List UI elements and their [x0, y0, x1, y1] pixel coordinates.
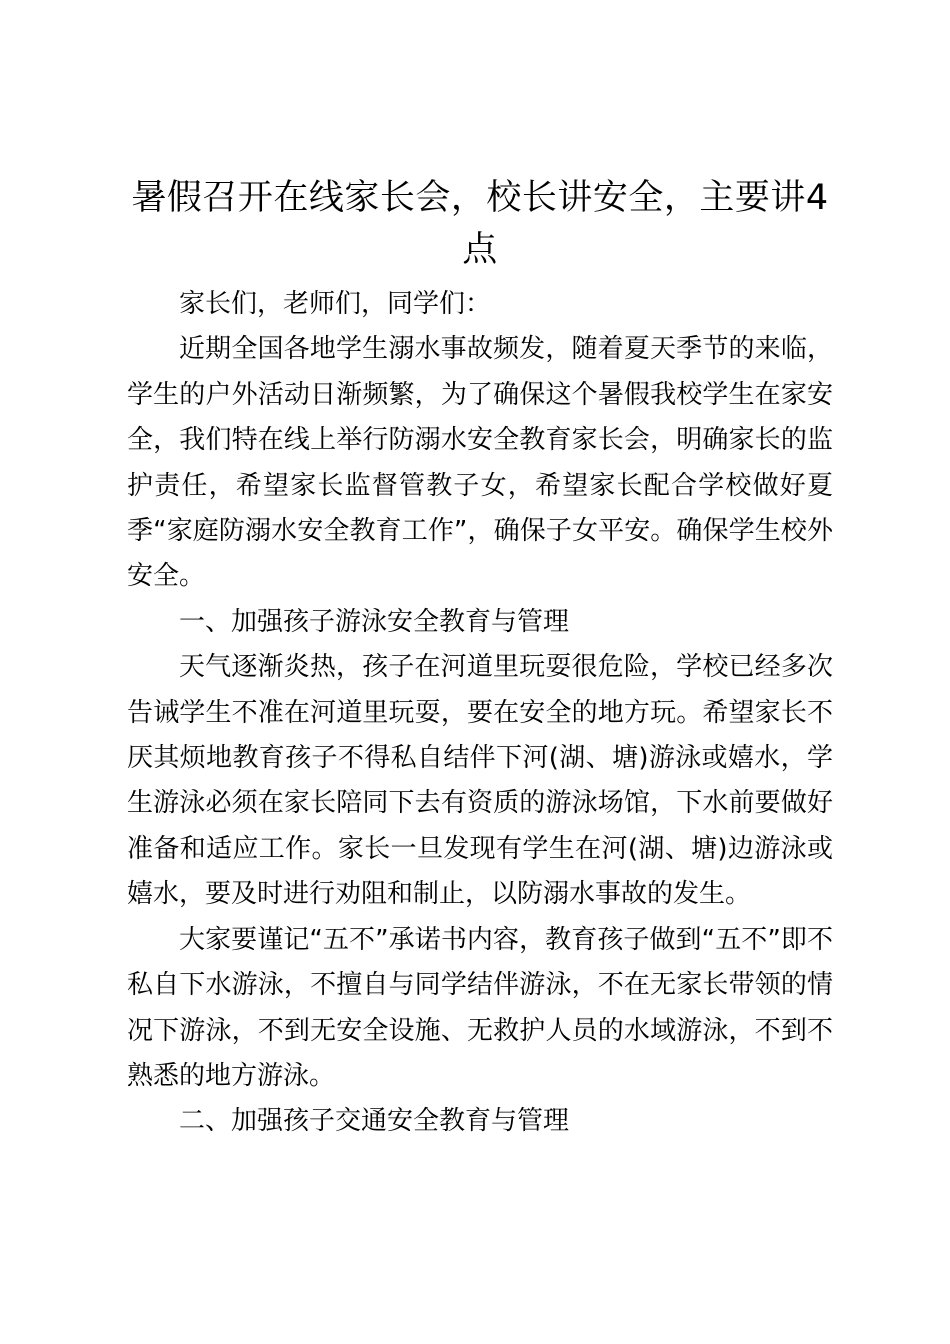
section-1-heading: 一、加强孩子游泳安全教育与管理: [179, 606, 570, 637]
document-title: 暑假召开在线家长会，校长讲安全，主要讲4点: [131, 178, 829, 270]
intro-paragraph: 近期全国各地学生溺水事故频发，随着夏天季节的来临，学生的户外活动日渐频繁，为了确保这个暑假我校学生在家安全，我们特在线上举行防溺水安全教育家长会，明确家长的监护责任，希望家长监督管教子女，希望家长配合学校做好夏季“家庭防溺水安全教育工作”，确保子女平安。确保学生校外安全。: [127, 334, 833, 592]
section-1-paragraph-1: 天气逐渐炎热，孩子在河道里玩耍很危险，学校已经多次告诫学生不准在河道里玩耍，要在安全的地方玩。希望家长不厌其烦地教育孩子不得私自结伴下河(湖、塘)游泳或嬉水，学生游泳必须在家长陪同下去有资质的游泳场馆，下水前要做好准备和适应工作。家长一旦发现有学生在河(湖、塘)边游泳或嬉水，要及时进行劝阻和制止，以防溺水事故的发生。: [127, 652, 833, 910]
section-2-heading: 二、加强孩子交通安全教育与管理: [179, 1106, 570, 1137]
salutation: 家长们，老师们，同学们：: [179, 289, 492, 319]
section-1-paragraph-2: 大家要谨记“五不”承诺书内容，教育孩子做到“五不”即不私自下水游泳，不擅自与同学结伴游泳，不在无家长带领的情况下游泳，不到无安全设施、无救护人员的水域游泳，不到不熟悉的地方游泳。: [127, 924, 833, 1091]
document-page: [127, 172, 833, 1145]
document-body: [127, 282, 833, 1145]
